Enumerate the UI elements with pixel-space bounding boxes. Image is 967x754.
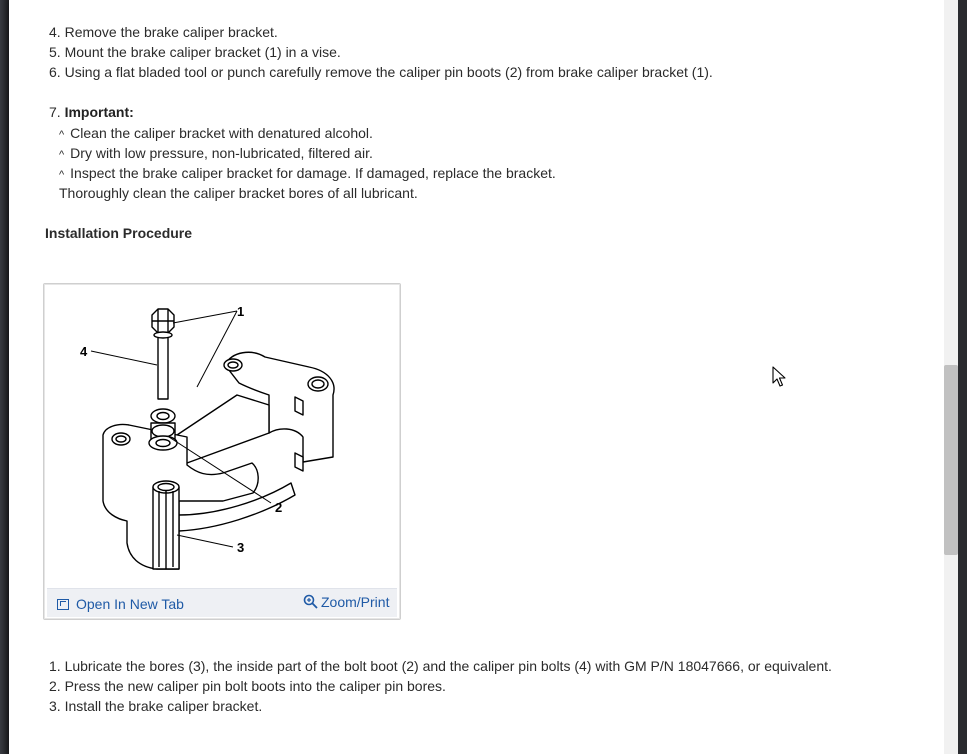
important-step-7 bbox=[49, 103, 134, 121]
caret-bullet-icon: ^ bbox=[59, 169, 65, 181]
step-text: Remove the brake caliper bracket. bbox=[64, 24, 278, 40]
caliper-bracket-drawing bbox=[47, 287, 397, 587]
open-tab-label: Open In New Tab bbox=[76, 596, 184, 612]
left-window-edge bbox=[0, 0, 9, 754]
step-number: 7. bbox=[49, 104, 61, 120]
vertical-scrollbar[interactable] bbox=[944, 0, 958, 754]
step-number: 1. bbox=[49, 658, 61, 674]
important-bullet-1 bbox=[59, 124, 373, 144]
followup-text: Thoroughly clean the caliper bracket bores of all lubricant. bbox=[59, 185, 418, 201]
step-number: 2. bbox=[49, 678, 61, 694]
figure-toolbar bbox=[47, 588, 397, 617]
removal-step-6 bbox=[49, 63, 713, 81]
zoom-print-label: Zoom/Print bbox=[321, 594, 390, 610]
callout-1: 1 bbox=[237, 304, 245, 319]
install-step-1 bbox=[49, 657, 832, 675]
step-number: 3. bbox=[49, 698, 61, 714]
removal-step-4 bbox=[49, 23, 278, 41]
open-in-new-tab-link[interactable] bbox=[57, 596, 184, 612]
step-text: Lubricate the bores (3), the inside part of the bolt boot (2) and the caliper pin bolts (4) with GM P/N 18047666, or equivalent. bbox=[64, 658, 832, 674]
figure-card bbox=[43, 283, 401, 620]
installation-title: Installation Procedure bbox=[45, 225, 193, 241]
step-text: Mount the brake caliper bracket (1) in a vise. bbox=[64, 44, 341, 60]
removal-step-5 bbox=[49, 43, 341, 61]
bullet-text: Clean the caliper bracket with denatured alcohol. bbox=[70, 125, 373, 141]
scrollbar-thumb[interactable] bbox=[944, 365, 958, 555]
callout-4: 4 bbox=[80, 344, 88, 359]
bullet-text: Dry with low pressure, non-lubricated, filtered air. bbox=[70, 145, 373, 161]
important-bullet-2 bbox=[59, 144, 373, 164]
mouse-pointer-icon bbox=[772, 366, 788, 388]
step-number: 6. bbox=[49, 64, 61, 80]
zoom-print-link[interactable] bbox=[303, 594, 389, 610]
important-followup bbox=[59, 184, 418, 202]
step-text: Press the new caliper pin bolt boots into the caliper pin bores. bbox=[64, 678, 446, 694]
caret-bullet-icon: ^ bbox=[59, 129, 65, 141]
caliper-bracket-illustration[interactable] bbox=[47, 287, 397, 587]
step-number: 5. bbox=[49, 44, 61, 60]
caret-bullet-icon: ^ bbox=[59, 149, 65, 161]
step-text: Using a flat bladed tool or punch carefully remove the caliper pin boots (2) from brake caliper bracket (1). bbox=[64, 64, 713, 80]
right-window-edge bbox=[958, 0, 967, 754]
step-number: 4. bbox=[49, 24, 61, 40]
install-step-2 bbox=[49, 677, 446, 695]
bullet-text: Inspect the brake caliper bracket for damage. If damaged, replace the bracket. bbox=[70, 165, 556, 181]
open-tab-icon bbox=[57, 599, 69, 610]
document-page bbox=[9, 0, 944, 754]
callout-3: 3 bbox=[237, 540, 245, 555]
install-step-3 bbox=[49, 697, 262, 715]
callout-2: 2 bbox=[275, 500, 283, 515]
step-text: Install the brake caliper bracket. bbox=[64, 698, 263, 714]
important-label: Important: bbox=[64, 104, 134, 120]
important-bullet-3 bbox=[59, 164, 556, 184]
zoom-magnifier-icon bbox=[303, 594, 319, 610]
